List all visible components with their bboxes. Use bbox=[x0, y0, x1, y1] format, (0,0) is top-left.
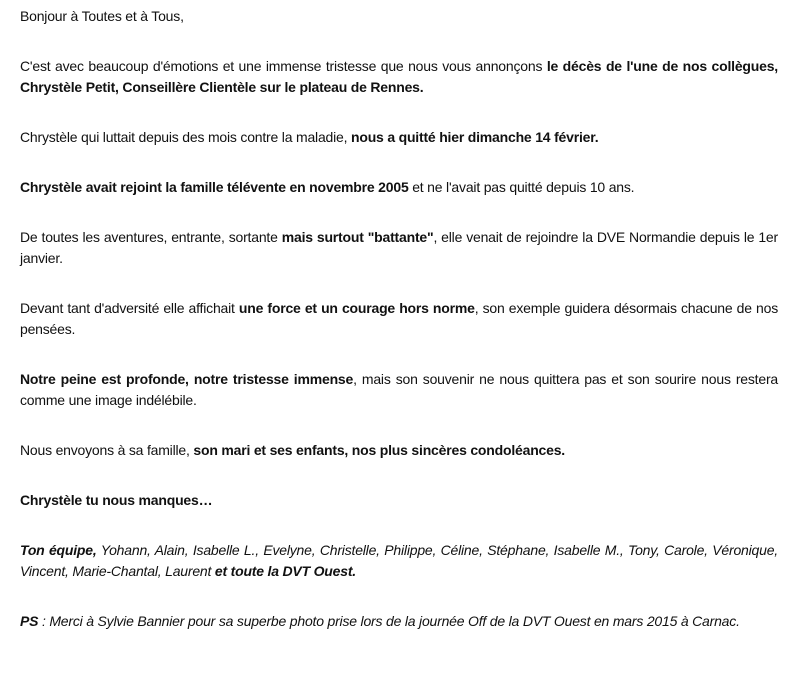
strength-text-1: Devant tant d'adversité elle affichait bbox=[20, 300, 239, 316]
announcement-text: C'est avec beaucoup d'émotions et une immense tristesse que nous vous annonçons bbox=[20, 58, 547, 74]
greeting bbox=[20, 6, 778, 27]
postscript bbox=[20, 611, 778, 632]
sorrow-bold: Notre peine est profonde, notre tristesse immense bbox=[20, 371, 354, 387]
paragraph-condolences bbox=[20, 440, 778, 461]
paragraph-adventures bbox=[20, 227, 778, 269]
adventures-text-1: De toutes les aventures, entrante, sortante bbox=[20, 229, 282, 245]
career-bold: Chrystèle avait rejoint la famille télévente en novembre 2005 bbox=[20, 179, 409, 195]
signature-label: Ton équipe, bbox=[20, 542, 97, 558]
signature-names: Yohann, Alain, Isabelle L., Evelyne, Christelle, Philippe, Céline, Stéphane, Isabelle M., Tony, Carole, Véronique, Vincent, Marie-Chantal, Laurent bbox=[20, 542, 778, 579]
postscript-label: PS bbox=[20, 613, 39, 629]
paragraph-career bbox=[20, 177, 778, 198]
letter-body bbox=[20, 6, 778, 632]
condolences-text: Nous envoyons à sa famille, bbox=[20, 442, 194, 458]
signature-closing: et toute la DVT Ouest. bbox=[211, 563, 356, 579]
announcement-bold: le décès de l'une de nos collègues, Chrystèle Petit, Conseillère Clientèle sur le plateau de Rennes. bbox=[20, 58, 778, 95]
paragraph-illness bbox=[20, 127, 778, 148]
strength-text-2: , son exemple guidera désormais chacune de nos pensées. bbox=[20, 300, 778, 337]
adventures-text-2: , elle venait de rejoindre la DVE Normandie depuis le 1er janvier. bbox=[20, 229, 778, 266]
paragraph-announcement bbox=[20, 56, 778, 98]
postscript-text: : Merci à Sylvie Bannier pour sa superbe photo prise lors de la journée Off de la DVT Ouest en mars 2015 à Carnac. bbox=[38, 613, 740, 629]
paragraph-sorrow bbox=[20, 369, 778, 411]
adventures-bold: mais surtout "battante" bbox=[281, 229, 434, 245]
strength-bold: une force et un courage hors norme bbox=[238, 300, 475, 316]
paragraph-missing bbox=[20, 490, 778, 511]
greeting-text: Bonjour à Toutes et à Tous, bbox=[20, 8, 184, 24]
signature bbox=[20, 540, 778, 582]
condolences-bold: son mari et ses enfants, nos plus sincères condoléances. bbox=[193, 442, 565, 458]
paragraph-strength bbox=[20, 298, 778, 340]
sorrow-text: , mais son souvenir ne nous quittera pas et son sourire nous restera comme une image indélébile. bbox=[20, 371, 778, 408]
missing-bold: Chrystèle tu nous manques… bbox=[20, 492, 213, 508]
illness-bold: nous a quitté hier dimanche 14 février. bbox=[351, 129, 599, 145]
illness-text: Chrystèle qui luttait depuis des mois contre la maladie, bbox=[20, 129, 351, 145]
career-text: et ne l'avait pas quitté depuis 10 ans. bbox=[408, 179, 635, 195]
